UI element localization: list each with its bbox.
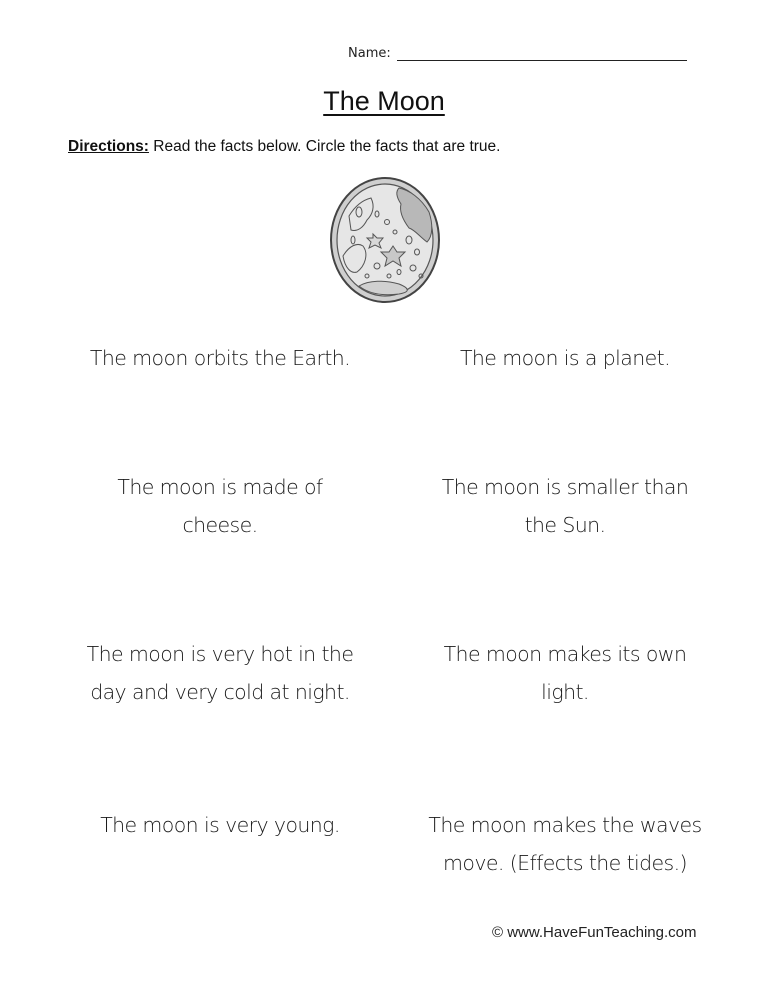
fact-text: cheese. xyxy=(182,513,258,537)
fact-text: The moon makes the waves xyxy=(428,813,702,837)
name-blank-line[interactable] xyxy=(397,46,687,61)
directions-label: Directions: xyxy=(68,138,149,155)
fact-item[interactable] xyxy=(55,468,385,544)
fact-text: The moon is made of xyxy=(117,475,323,499)
fact-item[interactable] xyxy=(400,468,730,544)
fact-text: day and very cold at night. xyxy=(90,680,350,704)
fact-item[interactable] xyxy=(55,635,385,711)
fact-item[interactable] xyxy=(400,806,730,882)
directions-text: Read the facts below. Circle the facts that are true. xyxy=(148,138,501,155)
fact-text: The moon orbits the Earth. xyxy=(89,346,351,370)
fact-text: move. (Effects the tides.) xyxy=(443,851,687,875)
name-field[interactable] xyxy=(348,46,687,61)
fact-item[interactable] xyxy=(400,635,730,711)
fact-item[interactable] xyxy=(55,339,385,377)
fact-item[interactable] xyxy=(55,806,385,844)
fact-text: the Sun. xyxy=(524,513,606,537)
fact-text: light. xyxy=(541,680,589,704)
copyright-footer: © www.HaveFunTeaching.com xyxy=(492,924,697,941)
fact-text: The moon is smaller than xyxy=(441,475,689,499)
page-title: The Moon xyxy=(323,86,445,116)
fact-text: The moon makes its own xyxy=(443,642,687,666)
fact-item[interactable] xyxy=(400,339,730,377)
name-label: Name: xyxy=(348,46,391,61)
moon-icon xyxy=(329,176,441,304)
fact-text: The moon is a planet. xyxy=(459,346,670,370)
fact-text: The moon is very young. xyxy=(100,813,340,837)
directions xyxy=(68,138,500,156)
fact-text: The moon is very hot in the xyxy=(86,642,354,666)
